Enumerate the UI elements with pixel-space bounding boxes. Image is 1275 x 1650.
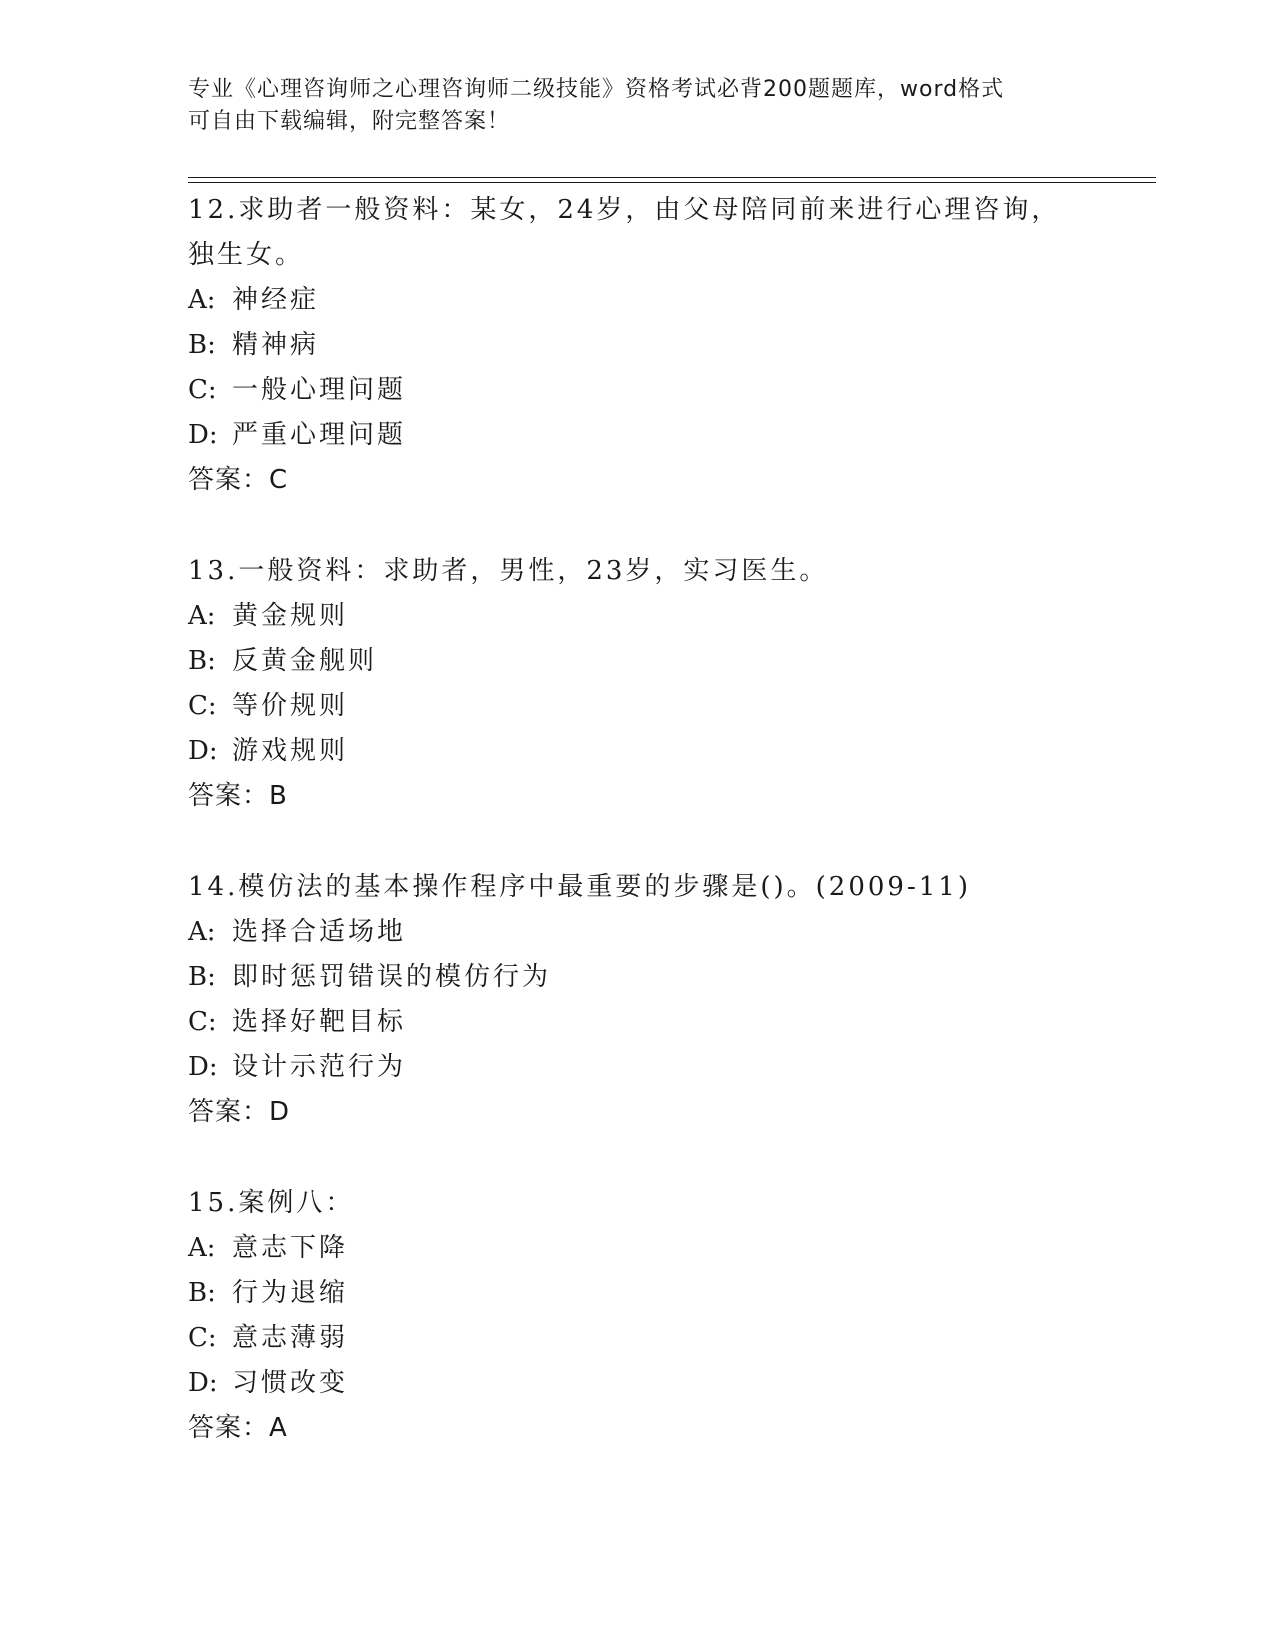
option-key: C: (188, 375, 217, 405)
option-c (188, 1316, 1108, 1361)
option-key: B: (188, 962, 216, 992)
option-b (188, 955, 1108, 1000)
option-b (188, 1271, 1108, 1316)
option-key: A: (188, 917, 216, 947)
option-key: C: (188, 691, 217, 721)
option-text: 意志薄弱 (232, 1323, 349, 1353)
option-a (188, 1226, 1108, 1271)
option-a (188, 910, 1108, 955)
option-key: D: (188, 1052, 218, 1082)
option-text: 精神病 (232, 330, 320, 360)
option-d (188, 729, 1108, 774)
answer-line: 答案：C (188, 465, 289, 495)
option-key: B: (188, 1278, 216, 1308)
answer-line: 答案：D (188, 1097, 291, 1127)
option-text: 游戏规则 (232, 736, 349, 766)
option-text: 行为退缩 (232, 1278, 349, 1308)
question-stem: 15.案例八： (188, 1188, 355, 1218)
option-text: 习惯改变 (232, 1368, 349, 1398)
option-a (188, 594, 1108, 639)
option-text: 等价规则 (232, 691, 349, 721)
answer-line: 答案：A (188, 1413, 288, 1443)
option-b (188, 639, 1108, 684)
question-15 (188, 1181, 1108, 1451)
header-title-line-1: 专业《心理咨询师之心理咨询师二级技能》资格考试必背200题题库，word格式 (188, 77, 1005, 102)
header-title-line-2: 可自由下载编辑，附完整答案！ (188, 109, 511, 134)
option-d (188, 1361, 1108, 1406)
option-b (188, 323, 1108, 368)
option-key: A: (188, 285, 216, 315)
option-text: 严重心理问题 (232, 420, 407, 450)
answer-line: 答案：B (188, 781, 288, 811)
option-key: A: (188, 1233, 216, 1263)
option-a (188, 278, 1108, 323)
option-key: C: (188, 1007, 217, 1037)
option-text: 意志下降 (232, 1233, 349, 1263)
document-header (188, 74, 1088, 138)
option-text: 设计示范行为 (232, 1052, 407, 1082)
question-stem: 13.一般资料：求助者，男性，23岁，实习医生。 (188, 556, 829, 586)
option-c (188, 1000, 1108, 1045)
option-text: 神经症 (232, 285, 320, 315)
option-c (188, 368, 1108, 413)
option-text: 选择合适场地 (232, 917, 407, 947)
header-divider-top (188, 177, 1156, 178)
header-divider-bottom (188, 182, 1156, 183)
option-key: C: (188, 1323, 217, 1353)
option-c (188, 684, 1108, 729)
question-12 (188, 188, 1108, 503)
question-14 (188, 865, 1108, 1135)
question-stem: 14.模仿法的基本操作程序中最重要的步骤是()。(2009-11) (188, 872, 971, 902)
option-d (188, 1045, 1108, 1090)
option-text: 一般心理问题 (232, 375, 407, 405)
option-text: 黄金规则 (232, 601, 349, 631)
option-key: B: (188, 646, 216, 676)
option-key: D: (188, 1368, 218, 1398)
option-d (188, 413, 1108, 458)
option-key: A: (188, 601, 216, 631)
option-text: 即时惩罚错误的模仿行为 (232, 962, 552, 992)
option-text: 选择好靶目标 (232, 1007, 407, 1037)
question-stem: 12.求助者一般资料：某女，24岁，由父母陪同前来进行心理咨询，独生女。 (188, 195, 1061, 270)
option-key: B: (188, 330, 216, 360)
question-13 (188, 549, 1108, 819)
option-key: D: (188, 736, 218, 766)
question-list (188, 188, 1108, 1497)
option-key: D: (188, 420, 218, 450)
option-text: 反黄金舰则 (232, 646, 378, 676)
